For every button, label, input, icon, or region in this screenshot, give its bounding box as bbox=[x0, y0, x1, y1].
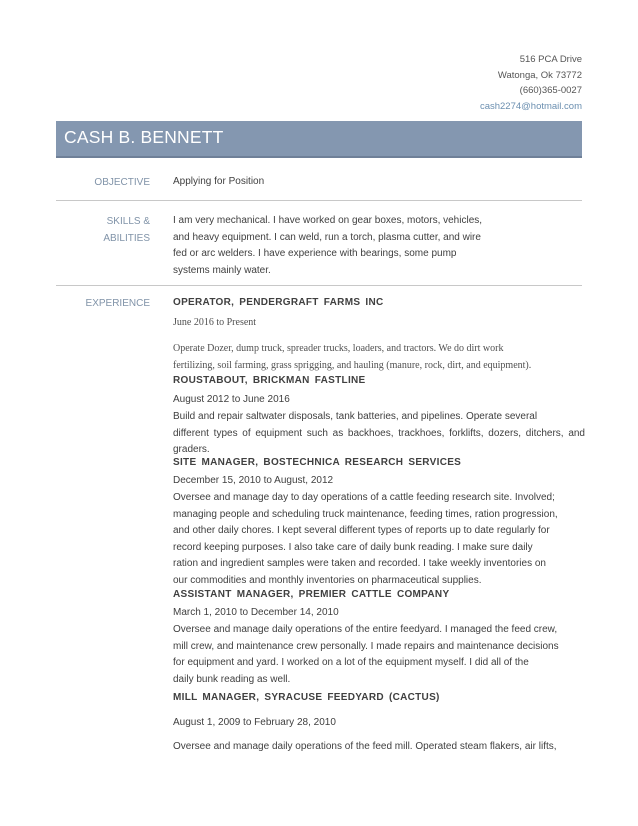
job-description-line: different types of equipment such as backhoes, trackhoes, forklifts, dozers, ditchers, and bbox=[173, 427, 585, 439]
job-dates: June 2016 to Present bbox=[173, 316, 257, 328]
job-description bbox=[173, 409, 585, 459]
job-dates: August 2012 to June 2016 bbox=[173, 393, 290, 405]
job-entry bbox=[173, 587, 585, 688]
skills-line: I am very mechanical. I have worked on gear boxes, motors, vehicles, bbox=[173, 215, 483, 226]
skills-line: systems mainly water. bbox=[173, 264, 271, 276]
job-dates: December 15, 2010 to August, 2012 bbox=[173, 474, 334, 486]
contact-city: Watonga, Ok 73772 bbox=[497, 69, 582, 81]
job-entry bbox=[173, 690, 585, 756]
objective-label: OBJECTIVE bbox=[94, 177, 150, 188]
job-description-line: Oversee and manage daily operations of the entire feedyard. I managed the feed crew, bbox=[173, 624, 558, 635]
skills-label-line1: SKILLS & bbox=[106, 216, 150, 227]
skills-line: fed or arc welders. I have experience with bearings, some pump bbox=[173, 248, 457, 259]
job-title: ROUSTABOUT, BRICKMAN FASTLINE bbox=[173, 375, 366, 386]
job-description-line: for equipment and yard. I worked on a lot of the equipment myself. I did all of the bbox=[173, 657, 529, 668]
job-description-line: Build and repair saltwater disposals, tank batteries, and pipelines. Operate several bbox=[173, 411, 538, 422]
job-description bbox=[173, 622, 585, 688]
section-divider bbox=[56, 285, 582, 286]
job-description-line: Oversee and manage day to day operations of a cattle feeding research site. Involved; bbox=[173, 492, 555, 503]
job-description bbox=[173, 490, 585, 589]
job-title: MILL MANAGER, SYRACUSE FEEDYARD (CACTUS) bbox=[173, 692, 440, 703]
job-description-line: Oversee and manage daily operations of the feed mill. Operated steam flakers, air lifts, bbox=[173, 741, 557, 752]
contact-info bbox=[480, 52, 582, 114]
job-dates: August 1, 2009 to February 28, 2010 bbox=[173, 716, 336, 728]
skills-label bbox=[56, 213, 150, 247]
job-entry bbox=[173, 373, 585, 459]
name-banner bbox=[56, 121, 582, 158]
job-title: ASSISTANT MANAGER, PREMIER CATTLE COMPANY bbox=[173, 589, 450, 600]
job-description bbox=[173, 739, 585, 756]
contact-street: 516 PCA Drive bbox=[519, 54, 582, 65]
contact-phone: (660)365-0027 bbox=[519, 85, 582, 96]
job-description-line: fertilizing, soil farming, grass sprigging, and hauling (manure, rock, dirt, and equipment). bbox=[173, 359, 532, 371]
candidate-name: CASH B. BENNETT bbox=[64, 127, 224, 147]
job-description-line: mill crew, and maintenance crew personally. I made repairs and maintenance decisions bbox=[173, 640, 559, 652]
skills-label-line2: ABILITIES bbox=[103, 233, 150, 244]
objective-text: Applying for Position bbox=[173, 176, 265, 187]
section-divider bbox=[56, 200, 582, 201]
job-description-line: our commodities and monthly inventories on pharmaceutical supplies. bbox=[173, 574, 482, 586]
job-title: SITE MANAGER, BOSTECHNICA RESEARCH SERVICES bbox=[173, 457, 462, 468]
job-description-line: ration and ingredient samples were taken and recorded. I take weekly inventories on bbox=[173, 558, 546, 569]
job-description-line: managing people and scheduling truck maintenance, feeding times, ration progression, bbox=[173, 508, 558, 520]
job-description-line: daily bunk reading as well. bbox=[173, 673, 291, 685]
job-description-line: Operate Dozer, dump truck, spreader trucks, loaders, and tractors. We do dirt work bbox=[173, 342, 504, 354]
job-entry bbox=[173, 455, 585, 589]
experience-label: EXPERIENCE bbox=[85, 298, 150, 309]
job-description-line: and other daily chores. I kept several different types of reports up to date regularly for bbox=[173, 525, 550, 536]
job-description-line: record keeping purposes. I also take care of daily bunk reading. I make sure daily bbox=[173, 541, 533, 553]
job-entry bbox=[173, 295, 585, 374]
job-title: OPERATOR, PENDERGRAFT FARMS INC bbox=[173, 297, 384, 308]
job-description-line: graders. bbox=[173, 444, 210, 455]
skills-line: and heavy equipment. I can weld, run a torch, plasma cutter, and wire bbox=[173, 231, 481, 243]
skills-text bbox=[173, 213, 585, 279]
contact-email[interactable]: cash2274@hotmail.com bbox=[479, 100, 582, 112]
job-description bbox=[173, 340, 585, 374]
job-dates: March 1, 2010 to December 14, 2010 bbox=[173, 606, 339, 618]
